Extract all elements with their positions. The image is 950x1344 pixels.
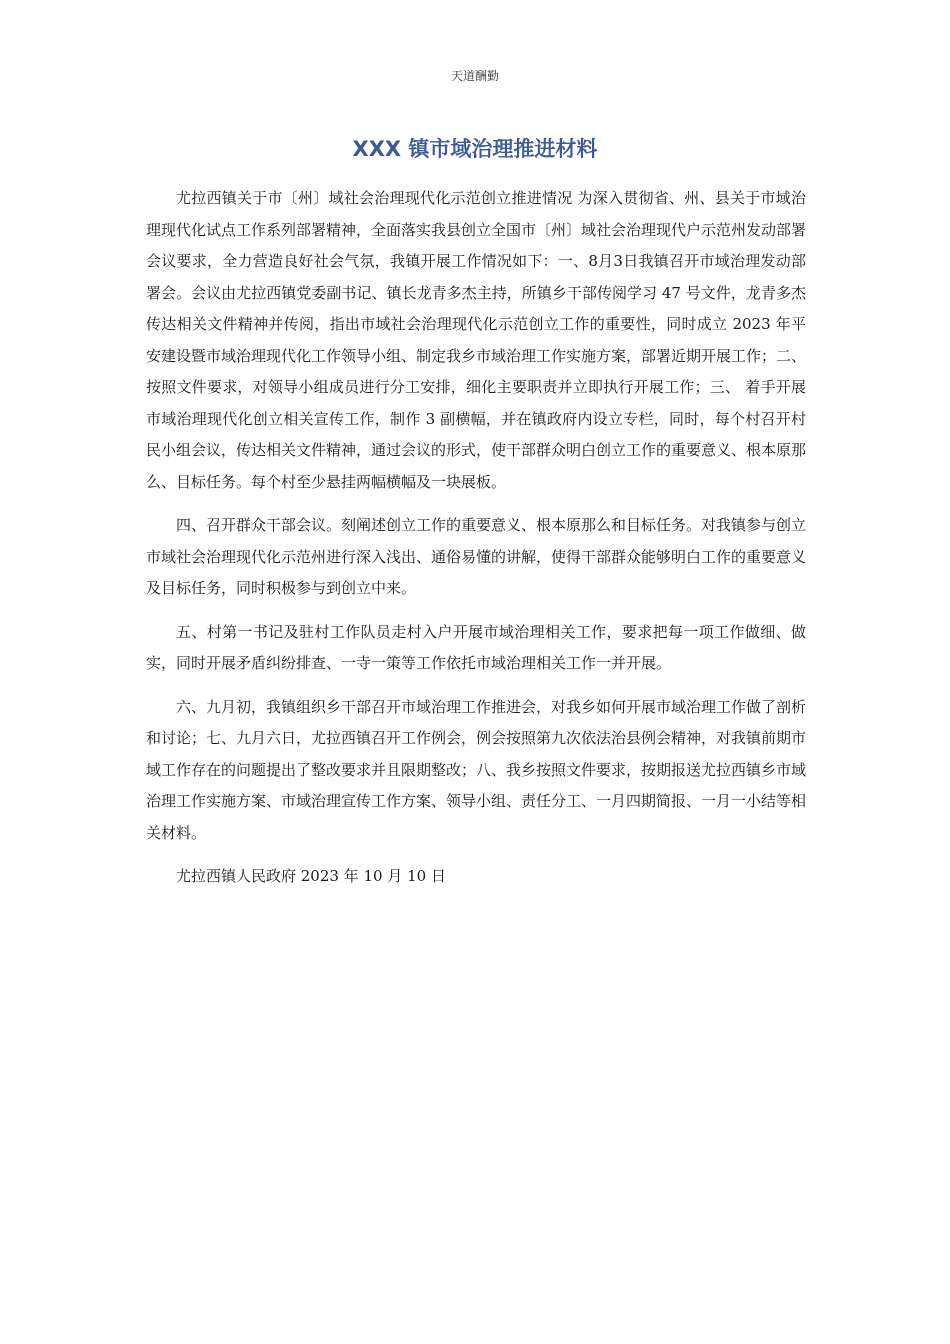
paragraph-4: 六、九月初，我镇组织乡干部召开市域治理工作推进会，对我乡如何开展市域治理工作做了剖析和讨论；七、九月六日，尤拉西镇召开工作例会，例会按照第九次依法治县例会精神，对我镇前期市域工作存在的问题提出了整改要求并且限期整改；八、我乡按照文件要求，按期报送尤拉西镇乡市域治理工作实施方案、市域治理宣传工作方案、领导小组、责任分工、一月四期简报、一月一小结等相关材料。 — [146, 697, 807, 842]
paragraph-2: 四、召开群众干部会议。刻阐述创立工作的重要意义、根本原那么和目标任务。对我镇参与创立市域社会治理现代化示范州进行深入浅出、通俗易懂的讲解，使得干部群众能够明白工作的重要意义及目标任务，同时积极参与到创立中来。 — [146, 516, 807, 597]
signature-line: 尤拉西镇人民政府 2023 年 10 月 10 日 — [176, 867, 446, 885]
document-body — [146, 183, 806, 893]
paragraph-1: 尤拉西镇关于市〔州〕域社会治理现代化示范创立推进情况 为深入贯彻省、州、县关于市域治理现代化试点工作系列部署精神，全面落实我县创立全国市〔州〕域社会治理现代户示范州发动部署会议要求，全力营造良好社会气氛，我镇开展工作情况如下：一、8月3日我镇召开市域治理发动部署会。会议由尤拉西镇党委副书记、镇长龙青多杰主持，所镇乡干部传阅学习 47 号文件，龙青多杰传达相关文件精神并传阅，指出市域社会治理现代化示范创立工作的重要性，同时成立 2023 年平安建设暨市域治理现代化工作领导小组、制定我乡市域治理工作实施方案，部署近期开展工作；二、 按照文件要求，对领导小组成员进行分工安排，细化主要职责并立即执行开展工作；三、 着手开展市域治理现代化创立相关宣传工作，制作 3 副横幅，并在镇政府内设立专栏，同时，每个村召开村民小组会议，传达相关文件精神，通过会议的形式，使干部群众明白创立工作的重要意义、根本原那么、目标任务。每个村至少悬挂两幅横幅及一块展板。 — [146, 189, 807, 491]
document-title: XXX 镇市域治理推进材料 — [352, 137, 598, 161]
page-header: 天道酬勤 — [450, 69, 499, 83]
paragraph-3: 五、村第一书记及驻村工作队员走村入户开展市域治理相关工作，要求把每一项工作做细、做实，同时开展矛盾纠纷排查、一寺一策等工作依托市域治理相关工作一并开展。 — [146, 622, 806, 672]
